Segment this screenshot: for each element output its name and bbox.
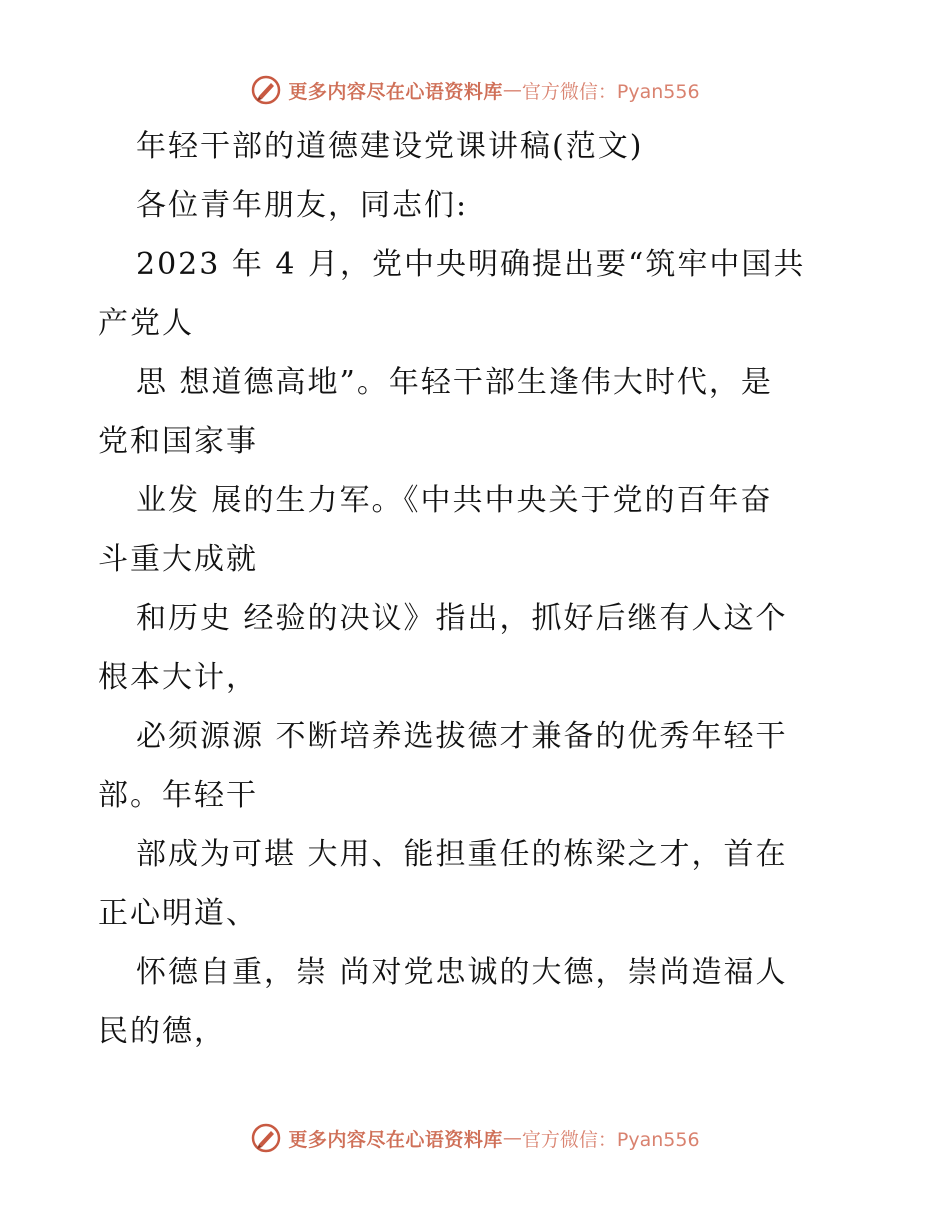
- pen-seal-icon: [250, 74, 282, 106]
- paragraph-line: 部。年轻干: [98, 778, 258, 813]
- watermark-separator: —: [502, 1127, 522, 1149]
- paragraph-line: 思 想道德高地”。年轻干部生逢伟大时代，是: [136, 365, 773, 400]
- paragraph-line: 民的德，: [98, 1014, 226, 1049]
- paragraph-line: 怀德自重，崇 尚对党忠诚的大德，崇尚造福人: [136, 955, 788, 990]
- watermark-wechat: 官方微信：Pyan556: [521, 1128, 700, 1151]
- header-watermark: [0, 72, 950, 108]
- watermark-brand: 更多内容尽在心语资料库: [288, 80, 503, 103]
- paragraph-line: 部成为可堪 大用、能担重任的栋梁之才，首在: [136, 837, 788, 872]
- footer-watermark: [0, 1120, 950, 1156]
- paragraph-line: 党和国家事: [98, 424, 258, 459]
- watermark-separator: —: [502, 79, 522, 101]
- paragraph-line: 斗重大成就: [98, 542, 258, 577]
- paragraph-line: 业发 展的生力军。《中共中央关于党的百年奋: [136, 483, 773, 518]
- watermark-brand: 更多内容尽在心语资料库: [288, 1128, 503, 1151]
- salutation: 各位青年朋友，同志们:: [136, 188, 469, 223]
- paragraph-line: 根本大计，: [98, 660, 258, 695]
- watermark-wechat: 官方微信：Pyan556: [521, 80, 700, 103]
- paragraph-line: 和历史 经验的决议》指出，抓好后继有人这个: [136, 601, 788, 636]
- paragraph-line: 正心明道、: [98, 896, 258, 931]
- document-title: 年轻干部的道德建设党课讲稿(范文): [136, 129, 644, 164]
- pen-seal-icon: [250, 1122, 282, 1154]
- paragraph-line: 产党人: [98, 306, 194, 341]
- paragraph-line: 必须源源 不断培养选拔德才兼备的优秀年轻干: [136, 719, 788, 754]
- paragraph-line: 2023 年 4 月，党中央明确提出要“筑牢中国共: [136, 247, 806, 282]
